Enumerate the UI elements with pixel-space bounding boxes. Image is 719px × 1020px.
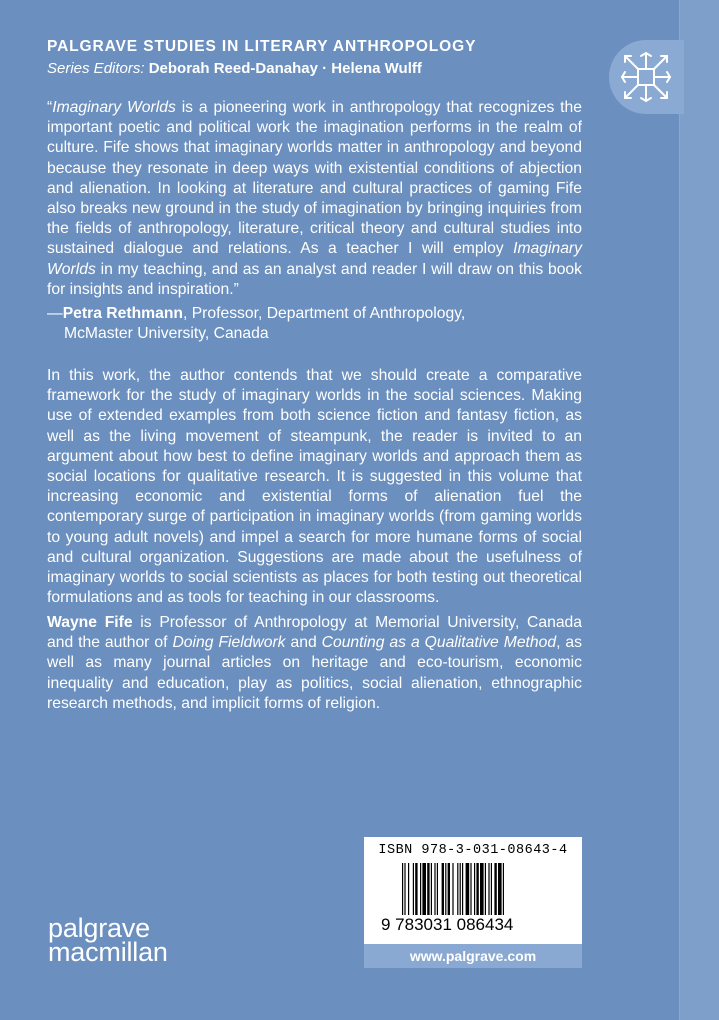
barcode-bar [442,863,444,921]
barcode-bar [413,863,414,921]
barcode-bar [434,863,435,921]
quote-attribution [47,304,582,344]
bio-and: and [285,634,322,652]
barcode-bar [431,863,432,921]
author-bio [47,613,582,714]
quote-part-2: in my teaching, and as an analyst and reader I will draw on this book for insights and inspiration.” [47,260,582,298]
attribution-author: Petra Rethmann [62,305,183,322]
barcode-bar [494,863,496,921]
series-title: PALGRAVE STUDIES IN LITERARY ANTHROPOLOGY [47,38,477,55]
barcode-bar [422,863,426,921]
publisher-logo [48,913,168,967]
barcode-bar [476,863,478,921]
book-description: In this work, the author contends that we should create a comparative framework for the study of imaginary worlds in the social sciences. Making use of extended examples from both science fiction and fantasy fiction, as well as the living movement of steampunk, the reader is invited to an argument about how best to define imaginary worlds and approach them as social locations for qualitative research. It is suggested in this volume that increasing economic and existential forms of alienation fuel the contemporary surge of participation in imaginary worlds (from gaming worlds to young adult novels) and impel a search for more humane forms of social and cultural organization. Suggestions are made about the usefulness of imaginary worlds to social scientists as places for both testing out theoretical formulations and as tools for teaching in our classrooms. [47,367,582,607]
bio-book-1: Doing Fieldwork [172,634,286,652]
website-url: www.palgrave.com [364,944,582,968]
barcode-bar [466,863,470,921]
barcode-bar [474,863,475,921]
quote-part-1: is a pioneering work in anthropology that recognizes the important poetic and political work the imagination performs in the realm of culture. Fife shows that imaginary worlds matter in anthropology and beyond because they resonate in deep ways with existential conditions of abjection and alienation. In looking at literature and cultural practices of gaming Fife also breaks new ground in the study of imagination by bringing inquiries from the fields of anthropology, literature, critical theory and cultural studies into sustained dialogue and relations. As a teacher I will employ [47,99,582,258]
barcode-bar [452,863,453,921]
bio-book-2: Counting as a Qualitative Method [321,634,557,652]
series-editor-1: Deborah Reed-Danahay [148,60,318,77]
barcode-digits: 9 783031 086434 [378,915,580,935]
bio-part-2: , as well as many journal articles on heritage and eco-tourism, economic inequality and education, play as politics, social alienation, ethnographic research methods, and implicit forms of religion. [47,634,582,712]
barcode-bar [480,863,484,921]
palgrave-snowflake-icon [619,50,673,104]
barcode-bar [427,863,429,921]
author-name: Wayne Fife [47,614,133,631]
isbn-text: ISBN 978-3-031-08643-4 [378,843,568,858]
publisher-logo-line-2: macmillan [48,937,168,967]
barcode-bar [448,863,450,921]
attribution-role: , Professor, Department of Anthropology, [183,305,466,322]
series-editors [47,60,422,77]
barcode-bar [470,863,471,921]
barcode-bar [415,863,417,921]
attribution-dash: — [47,305,63,322]
series-editor-2: Helena Wulff [331,60,422,77]
quote-open: “ [47,99,53,116]
barcode-bar [408,863,409,921]
book-spine [679,0,719,1020]
bio-part-1: is Professor of Anthropology at Memorial University, Canada and the author of [47,614,583,652]
publisher-logo-line-1: palgrave [48,913,150,943]
barcode-bar [462,863,463,921]
barcode-bar [445,863,446,921]
barcode-bar [437,863,438,921]
series-editors-label: Series Editors: [47,60,145,77]
barcode-bar [457,863,458,921]
editor-separator: · [317,60,332,77]
barcode-bar [485,863,486,921]
barcode-bar [491,863,492,921]
barcode-bar [420,863,421,921]
quote-book-title-2: Imaginary Worlds [47,240,582,278]
barcode-bar [488,863,489,921]
barcode-bar [460,863,461,921]
palgrave-logo-badge [609,40,684,114]
endorsement-quote [47,98,582,300]
quote-book-title: Imaginary Worlds [52,99,176,116]
attribution-affiliation: McMaster University, Canada [64,325,269,343]
